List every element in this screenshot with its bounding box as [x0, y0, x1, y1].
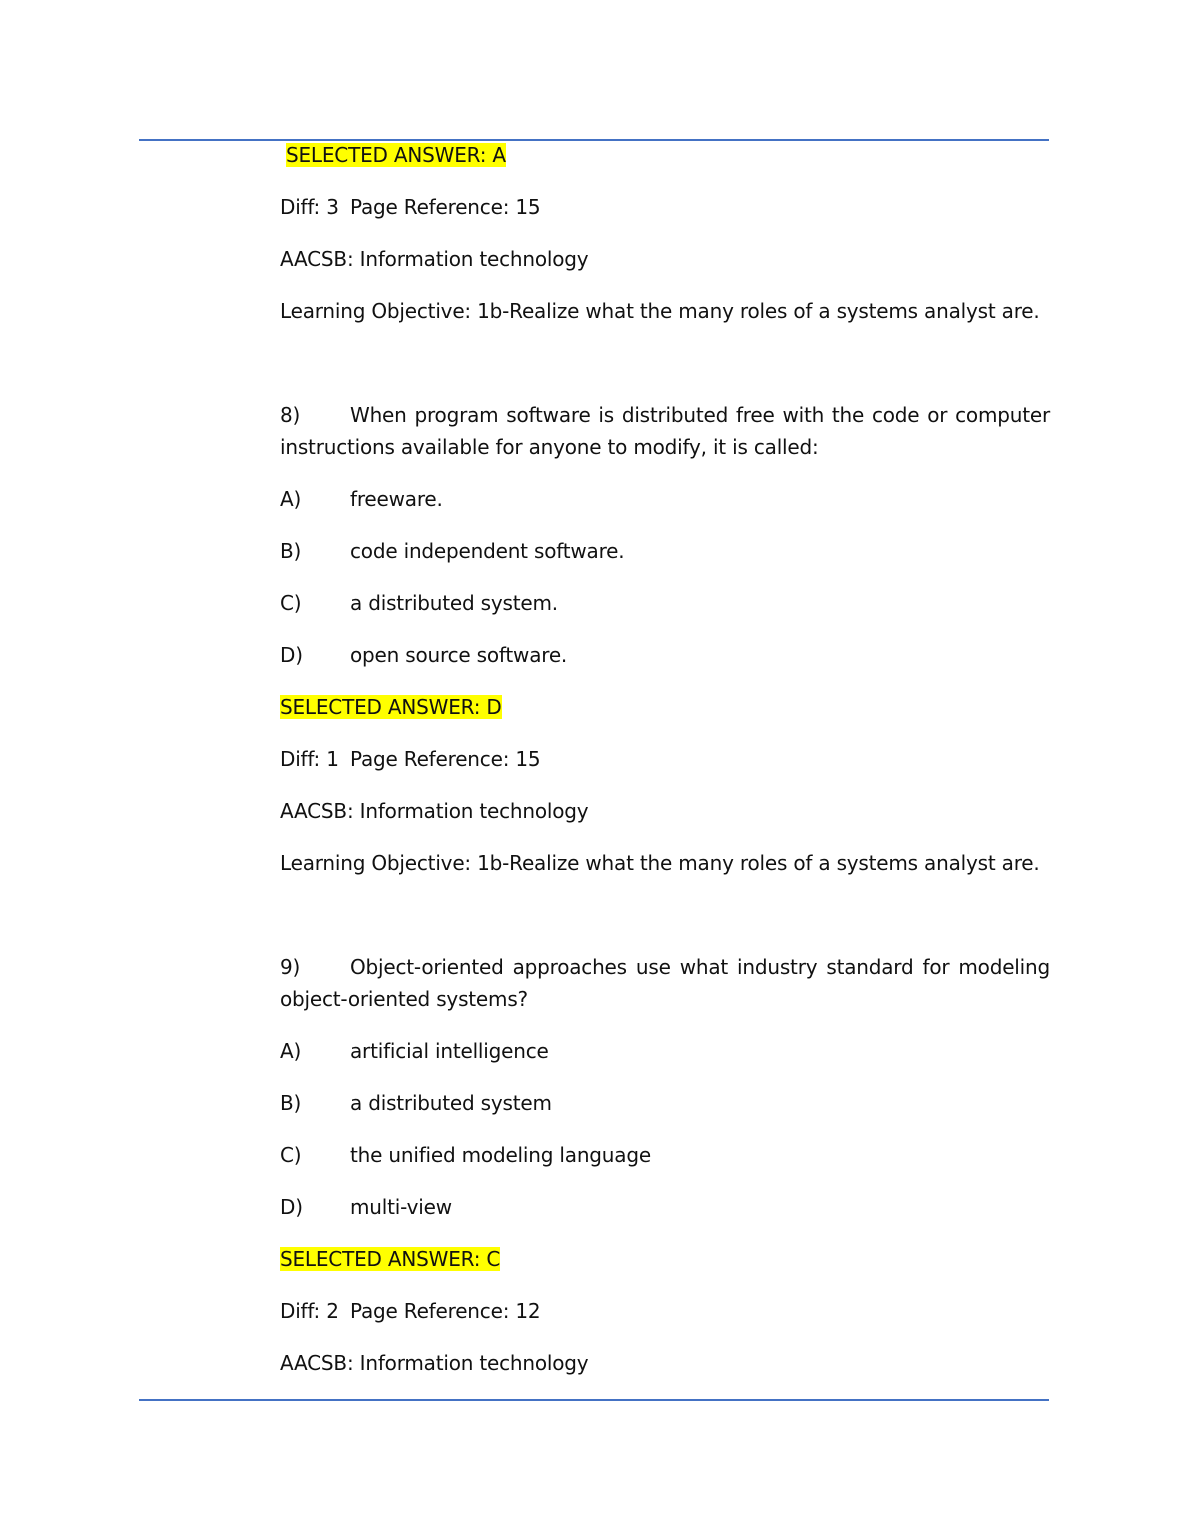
option-text: the unified modeling language	[350, 1143, 651, 1167]
option-text: a distributed system.	[350, 591, 558, 615]
option-text: code independent software.	[350, 539, 625, 563]
selected-answer: SELECTED ANSWER: A	[286, 143, 506, 167]
option-a	[280, 483, 1050, 515]
option-letter: C)	[280, 1143, 302, 1167]
difficulty: Diff: 2	[280, 1299, 339, 1323]
option-a	[280, 1035, 1050, 1067]
page-reference: Page Reference: 12	[350, 1299, 541, 1323]
option-b	[280, 535, 1050, 567]
question-8	[280, 399, 1050, 463]
option-letter: D)	[280, 643, 303, 667]
option-text: artificial intelligence	[350, 1039, 549, 1063]
page-reference: Page Reference: 15	[350, 195, 541, 219]
option-letter: C)	[280, 591, 302, 615]
question-text: Object-oriented approaches use what industry standard for modeling object-oriented systems?	[280, 955, 1050, 1011]
page-reference: Page Reference: 15	[350, 747, 541, 771]
option-text: multi-view	[350, 1195, 452, 1219]
answer-line	[280, 691, 1050, 723]
footer-rule	[139, 1399, 1049, 1401]
difficulty-line	[280, 191, 1050, 223]
document-body	[280, 139, 1050, 1399]
question-9	[280, 951, 1050, 1015]
option-d	[280, 639, 1050, 671]
option-text: freeware.	[350, 487, 443, 511]
option-c	[280, 1139, 1050, 1171]
aacsb-line: AACSB: Information technology	[280, 799, 589, 823]
learning-objective: Learning Objective: 1b-Realize what the many roles of a systems analyst are.	[280, 299, 1040, 323]
option-letter: A)	[280, 487, 302, 511]
difficulty: Diff: 3	[280, 195, 339, 219]
answer-line	[280, 1243, 1050, 1275]
option-text: open source software.	[350, 643, 568, 667]
option-text: a distributed system	[350, 1091, 552, 1115]
option-b	[280, 1087, 1050, 1119]
option-d	[280, 1191, 1050, 1223]
question-number: 9)	[280, 955, 301, 979]
option-letter: D)	[280, 1195, 303, 1219]
question-text: When program software is distributed free with the code or computer instructions available for anyone to modify, it is called:	[280, 403, 1050, 459]
aacsb-line: AACSB: Information technology	[280, 247, 589, 271]
aacsb-line: AACSB: Information technology	[280, 1351, 589, 1375]
option-c	[280, 587, 1050, 619]
difficulty-line	[280, 743, 1050, 775]
option-letter: B)	[280, 539, 302, 563]
learning-objective: Learning Objective: 1b-Realize what the many roles of a systems analyst are.	[280, 851, 1040, 875]
option-letter: A)	[280, 1039, 302, 1063]
difficulty: Diff: 1	[280, 747, 339, 771]
question-number: 8)	[280, 403, 301, 427]
answer-line	[280, 139, 1050, 171]
option-letter: B)	[280, 1091, 302, 1115]
difficulty-line	[280, 1295, 1050, 1327]
selected-answer: SELECTED ANSWER: C	[280, 1247, 501, 1271]
selected-answer: SELECTED ANSWER: D	[280, 695, 502, 719]
